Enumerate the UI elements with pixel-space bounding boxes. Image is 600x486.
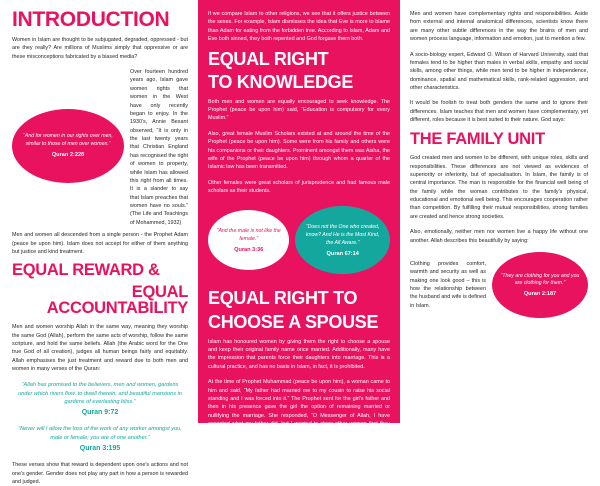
intro-paragraph-3: Men and women all descended from a single person - the Prophet Adam (peace be upon him). Islam does not accept for either of them anything but justice and kind treatment. [12,232,188,255]
verse-quran-9-72-text: “Allah has promised to the believers, men and women, gardens under which rivers flow, to dwell therein, and beautiful mansions in gardens of everlasting bliss.” [18,381,182,406]
quote-text: “Does not the One who created, know? And He is the Most Kind, the All Aware.” [305,224,380,246]
reward-paragraph-2: These verses show that reward is dependent upon one's actions and not one's gender. Gender does not play any part in how a person is rewarded and judged. [12,462,188,486]
quote-text: “They are clothing for you and you are clothing for them.” [500,272,580,287]
quote-bubble-quran-67-14 [295,206,390,274]
different-paragraph: While men and women have equal rights as a general principle, the specific rights and responsibilities granted to them are not identical. [208,466,390,481]
column-family-unit [400,0,600,423]
differences-paragraph-2: A socio-biology expert, Edward O. Wilson of Harvard University, said that females tend to be higher than males in verbal skills, empathy and social skills, among other things, while men tend to be higher in independence, dominance, spatial and mathematical skills, rank-related aggression, and other characteristics. [410,51,588,91]
verse-quran-3-195-source: Quran 3:195 [79,445,121,453]
knowledge-paragraph-3: Other females were great scholars of jurisprudence and had famous male scholars as their students. [208,179,390,195]
heading-equal-yet-different: EQUAL YET DIFFERENT [208,441,376,459]
differences-paragraph-1: Men and women have complementary rights and responsibilities. Aside from external and internal anatomical differences, scientists know there are many other subtle differences in the way the brains of men and women process language, information and emotion, just to mention a few. [410,11,588,43]
heading-introduction: INTRODUCTION [12,8,170,31]
column-equal-rights [198,0,400,481]
quote-text: “And for women in our rights over men, similar to those of men over women.” [23,133,113,148]
column-introduction [0,0,198,486]
heading-equal-accountability: EQUAL ACCOUNTABILITY [46,282,188,317]
knowledge-paragraph-2: Also, great female Muslim Scholars existed at and around the time of the Prophet (peace be upon him). Some were from his family and others were his companions or their daughters. Prominent amongst them was Aisha, the wife of the Prophet (peace be upon him) through whom a quarter of the Islamic law has been transmitted. [208,130,390,171]
compare-paragraph: If we compare Islam to other religions, we see that it offers justice between the sexes. For example, Islam dismisses the idea that Eve is more to blame than Adam for eating from the forbidden tree. According to Islam, Adam and Eve both sinned, they both repented and God forgave them both. [208,11,390,43]
heading-equal-right-to: EQUAL RIGHT TO [208,288,358,309]
quote-text: “And the male is not like the female.” [216,228,281,242]
quote-source: Quran 3:36 [234,246,264,253]
quote-source: Quran 2:228 [51,151,85,158]
heading-equal-right: EQUAL RIGHT [208,48,329,69]
spouse-paragraph-1: Islam has honoured women by giving them the right to choose a spouse and keep their original family name once married. Additionally, many have the impression that parents force their daughters into marriage. This is a cultural practice, and has no basis in Islam, in fact, it is prohibited. [208,338,390,370]
quote-bubble-quran-3-36 [208,210,289,270]
quote-bubble-quran-2-228 [12,109,124,183]
reward-paragraph: Men and women worship Allah in the same way, meaning they worship the same God (Allah), perform the same acts of worship, follow the same scripture, and hold the same beliefs. Allah (the Arabic word for the One true God of all creation), judges all human beings fairly and equitably. Allah emphasises the just treatment and reward due to both men and women in many verses of the Quran: [12,324,188,373]
family-paragraph-3: Clothing provides comfort, warmth and security as well as making one look good – this is how the relationship between the husband and wife is defined in Islam. [410,260,486,309]
heading-to-knowledge: TO KNOWLEDGE [208,71,354,92]
quote-bubble-quran-2-187 [492,252,588,318]
intro-paragraph-2: Over fourteen hundred years ago, Islam gave women rights that women in the West have only recently began to enjoy. In the 1930's, Annie Besant observed, “It is only in the last twenty years that Christian England has recognised the right of women to property, while Islam has allowed this right from all times. It is a slander to say that Islam preaches that women have no souls.” (The Life and Teachings of Mohammed, 1932) [130,69,188,226]
heading-choose-a-spouse: CHOOSE A SPOUSE [208,311,379,332]
family-paragraph-2: Also, emotionally, neither men nor women live a happy life without one another. Allah describes this beautifully by saying: [410,229,588,244]
quote-bubble-row [208,202,390,282]
heading-family-unit: THE FAMILY UNIT [410,129,545,148]
verse-quran-9-72-source: Quran 9:72 [81,409,119,417]
spouse-paragraph-2: At the time of Prophet Muhammad (peace be upon him), a woman came to him and said, “My father had married me to my cousin to raise his social standing and I was forced into it.” The Prophet sent for the girl's father and then in his presence gave the girl the option of remaining married or nullifying the marriage. She responded, “O Messenger of Allah, I have accepted what my father did, but I wanted to show other women that they could not be forced into a marriage.” [208,379,390,436]
verse-quran-3-195-text: “Never will I allow the loss of the work of any worker amongst you, male or female; you are of one another.” [18,426,182,442]
knowledge-paragraph-1: Both men and women are equally encouraged to seek knowledge. The Prophet (peace be upon him) said, “Education is compulsory for every Muslim.” [208,98,390,122]
family-paragraph-1: God created men and women to be different, with unique roles, skills and responsibilities. These differences are not viewed as evidences of superiority or inferiority, but of specialisation. In Islam, the family is of central importance. The man is responsible for the financial well being of the family while the woman contributes to the family's physical, educational and emotional well being. This encourages cooperation rather than competition. By fulfilling their mutual responsibilities, strong families are created and hence strong societies. [410,155,588,220]
heading-equal-reward: EQUAL REWARD & [12,261,160,280]
quote-source: Quran 2:187 [523,291,557,298]
quote-source: Quran 67:14 [326,250,359,257]
differences-paragraph-3: It would be foolish to treat both genders the same and to ignore their differences. Islam teaches that men and women have complementary, yet different, roles because it is best suited to their nature. God says: [410,100,588,124]
intro-paragraph-1: Women in Islam are thought to be subjugated, degraded, oppressed - but are they really? Are millions of Muslims simply that oppressive or are these misconceptions fabricated by a biased media? [12,36,188,60]
